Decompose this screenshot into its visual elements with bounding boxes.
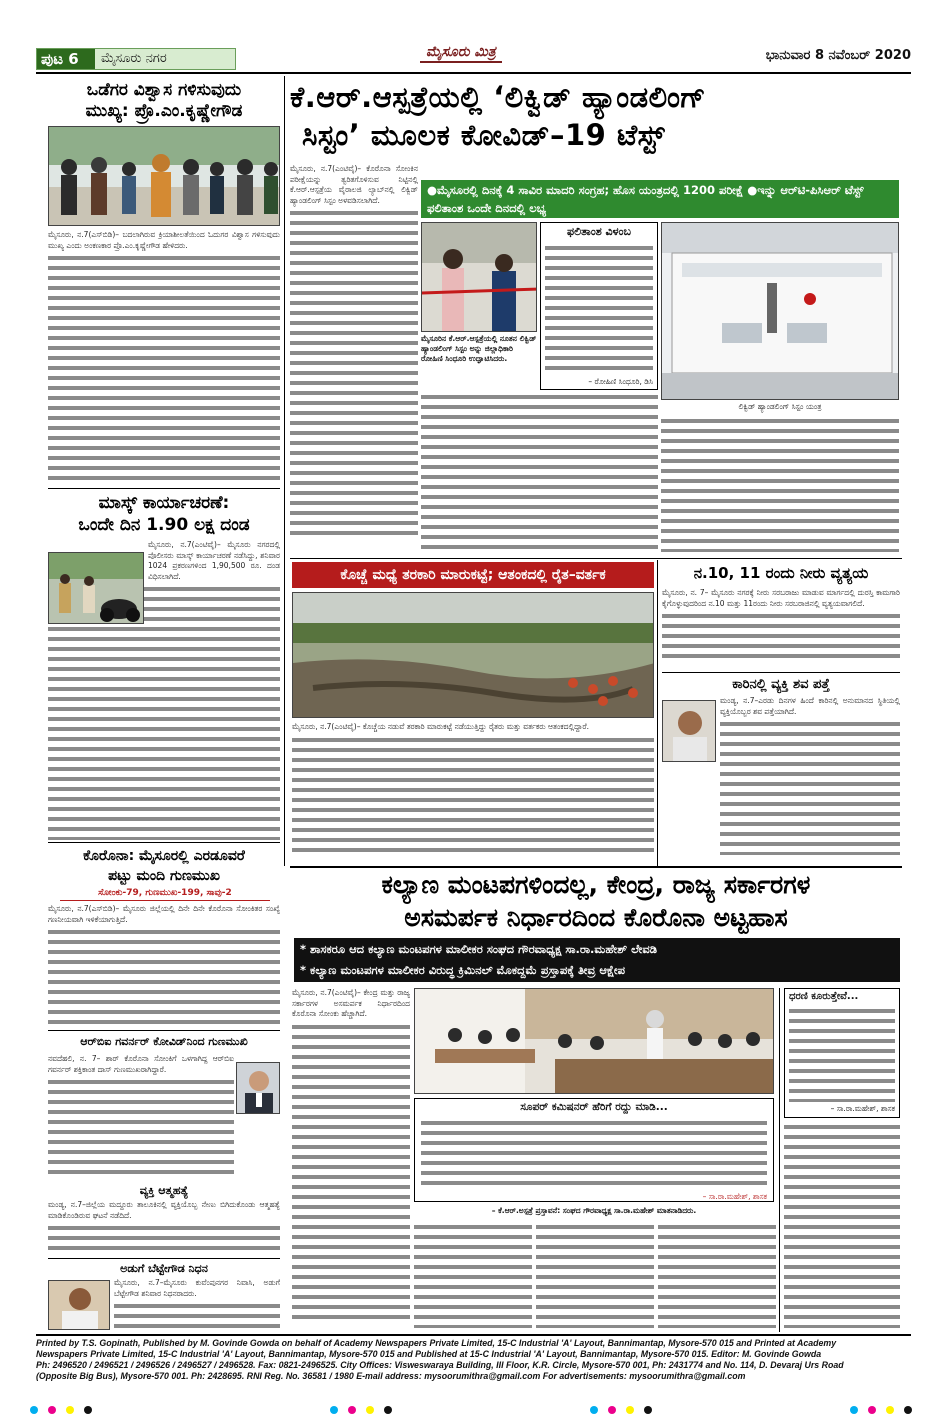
story3-headline <box>48 846 280 886</box>
story6-dateline: ಮೈಸೂರು, ನ.7–ಮೈಸೂರು ಕುವೆಂಪುನಗರ ನಿವಾಸಿ, ಅಡುಗೆ ಬೆಟ್ಟೇಗೌಡ ಶನಿವಾರ ನಿಧನರಾದರು. <box>114 1278 280 1298</box>
box-title: ಫಲಿತಾಂಶ ವಿಳಂಬ <box>567 225 631 238</box>
divider <box>48 1030 280 1031</box>
registration-dot <box>886 1406 894 1414</box>
story5-body <box>48 1200 280 1256</box>
story6-body-text <box>114 1301 280 1331</box>
imprint-footer <box>36 1338 911 1382</box>
kalyana-bullet1: * ಶಾಸಕರೂ ಆದ ಕಲ್ಯಾಣ ಮಂಟಪಗಳ ಮಾಲೀಕರ ಸಂಘದ ಗೌರವಾಧ್ಯಕ್ಷ ಸಾ.ರಾ.ಮಹೇಶ್ ಲೇವಡಿ <box>300 942 657 956</box>
footer-line1: Printed by T.S. Gopinath, Published by M. Govinde Gowda on behalf of Academy Newspapers Private Limited, 15-C Industrial 'A' Layout, Bannimantap, Mysore-570 015 and Printed at Academy <box>36 1338 837 1348</box>
lead-photo-machine <box>661 222 899 400</box>
body-found-headline: ಕಾರಿನಲ್ಲಿ ವ್ಯಕ್ತಿ ಶವ ಪತ್ತೆ <box>732 677 830 692</box>
story4-body-text <box>48 1077 234 1177</box>
portrait-image <box>663 701 716 762</box>
story3-headline-line2: ಪಟ್ಟು ಮಂದಿ ಗುಣಮುಖ <box>108 868 220 884</box>
divider <box>290 558 902 559</box>
kalyana-photo-caption: – ಕೆ.ಆರ್.ಅಸ್ಪತ್ರೆ ಪ್ರಸ್ತಾವನೆ: ಸಂಘದ ಗೌರವಾಧ್ಯಕ್ಷ ಸಾ.ರಾ.ಮಹೇಶ್ ಮಾತನಾಡಿದರು. <box>491 1206 697 1215</box>
story2-dateline: ಮೈಸೂರು, ನ.7(ಎಂಟಿವೈ)– ಮೈಸೂರು ನಗರದಲ್ಲಿ ಪೊಲೀಸರು ಮಾಸ್ಕ್ ಕಾರ್ಯಾಚರಣೆ ನಡೆಸಿದ್ದು, ಶನಿವಾರ 1024 ಪ್ರಕರಣಗಳಿಂದ 1,90,500 ರೂ. ದಂಡ ವಿಧಿಸಲಾಗಿದೆ. <box>148 540 280 581</box>
lead-body-text <box>661 416 899 552</box>
kalyana-body-col3 <box>536 1222 654 1332</box>
portrait-image <box>237 1063 280 1114</box>
registration-dot <box>48 1406 56 1414</box>
registration-dot <box>30 1406 38 1414</box>
story3-body <box>48 904 280 1028</box>
lead-subhead: ●ಮೈಸೂರಲ್ಲಿ ದಿನಕ್ಕೆ 4 ಸಾವಿರ ಮಾದರಿ ಸಂಗ್ರಹ; ಹೊಸ ಯಂತ್ರದಲ್ಲಿ 1200 ಪರೀಕ್ಷೆ ●ಇನ್ನು ಆರ್‌ಟಿ-ಪಿಸಿಆರ್ ಟೆಸ್ಟ್ ಫಲಿತಾಂಶ ಒಂದೇ ದಿನದಲ್ಲಿ ಲಭ್ಯ <box>421 180 899 218</box>
water-body-text <box>662 611 900 661</box>
kalyana-body-text <box>292 1022 410 1322</box>
obituary-photo <box>48 1280 110 1330</box>
footer-line4: (Opposite Big Bus), Mysore-570 001. Ph: 2428695. RNI Reg. No. 36581 / 1980 E-mail address: mysoorumithra@gmail.com For advertisements: mysoorumithra@gmail.com <box>36 1371 746 1381</box>
registration-dot <box>644 1406 652 1414</box>
kalyana-bullet2: * ಕಲ್ಯಾಣ ಮಂಟಪಗಳ ಮಾಲೀಕರ ವಿರುದ್ಧ ಕ್ರಿಮಿನಲ್ ಮೊಕದ್ದಮೆ ಪ್ರಸ್ತಾಪಕ್ಕೆ ತೀವ್ರ ಆಕ್ಷೇಪ <box>300 963 626 977</box>
body-found-body <box>720 696 900 862</box>
section-name: ಮೈಸೂರು ನಗರ <box>101 51 167 66</box>
story1-body <box>48 230 280 485</box>
water-body <box>662 588 900 668</box>
story5-headline: ವ್ಯಕ್ತಿ ಆತ್ಮಹತ್ಯೆ <box>139 1184 189 1197</box>
story5-dateline: ಮಂಡ್ಯ, ನ.7–ಜಿಲ್ಲೆಯ ಮದ್ದೂರು ತಾಲೂಕಿನಲ್ಲಿ ವ್ಯಕ್ತಿಯೊಬ್ಬ ನೇಣು ಬಿಗಿದುಕೊಂಡು ಆತ್ಮಹತ್ಯೆ ಮಾಡಿಕೊಂಡಿರುವ ಘಟನೆ ನಡೆದಿದೆ. <box>48 1200 280 1220</box>
registration-dot <box>904 1406 912 1414</box>
registration-dot <box>84 1406 92 1414</box>
lab-machine-image <box>662 223 899 400</box>
story1-headline <box>48 80 280 122</box>
portrait-image <box>49 1281 110 1330</box>
result-delay-box <box>540 222 658 390</box>
press-meet-image <box>415 989 774 1094</box>
water-headline: ನ.10, 11 ರಂದು ನೀರು ವ್ಯತ್ಯಯ <box>693 564 869 582</box>
story2-headline <box>48 492 280 536</box>
lead-photo2-caption: ಲಿಕ್ವಿಡ್ ಹ್ಯಾಂಡಲಿಂಗ್ ಸಿಸ್ಟಂ ಯಂತ್ರ <box>738 402 822 411</box>
lead-body-col3 <box>661 416 899 556</box>
kalyana-body-text <box>784 1122 900 1328</box>
quote-body-text <box>789 1006 895 1102</box>
story6-body <box>114 1278 280 1332</box>
registration-dot <box>66 1406 74 1414</box>
story2-headline-line1: ಮಾಸ್ಕ್ ಕಾರ್ಯಾಚರಣೆ: <box>98 493 230 513</box>
lead-body-col1 <box>290 164 418 554</box>
kalyana-dateline: ಮೈಸೂರು, ನ.7(ಎಂಟಿವೈ)– ಕೇಂದ್ರ ಮತ್ತು ರಾಜ್ಯ ಸರ್ಕಾರಗಳ ಅಸಮರ್ಪಕ ನಿರ್ಧಾರದಿಂದ ಕೊರೊನಾ ಸೋಂಕು ಹೆಚ್ಚಾಗಿದೆ. <box>292 988 410 1018</box>
registration-dot <box>850 1406 858 1414</box>
market-headline: ಕೊಚ್ಚೆ ಮಧ್ಯೆ ತರಕಾರಿ ಮಾರುಕಟ್ಟೆ; ಆತಂಕದಲ್ಲಿ ರೈತ–ವರ್ತಕ <box>292 562 654 588</box>
story1-headline-line2: ಮುಖ್ಯ: ಪ್ರೊ.ಎಂ.ಕೃಷ್ಣೇಗೌಡ <box>85 101 243 121</box>
kalyana-body-col2 <box>414 1222 532 1332</box>
kalyana-body-text <box>414 1222 532 1328</box>
lead-headline <box>290 78 900 154</box>
lead-body-text <box>421 392 658 552</box>
story3-stats: ಸೋಂಕು-79, ಗುಣಮುಖ-199, ಸಾವು-2 <box>60 888 270 901</box>
inset-credit: – ಸಾ.ರಾ.ಮಹೇಶ್, ಶಾಸಕ <box>702 1192 767 1201</box>
story3-headline-line1: ಕೊರೊನಾ: ಮೈಸೂರಲ್ಲಿ ಎರಡೂವರೆ <box>83 848 245 864</box>
story4-dateline: ನವದೆಹಲಿ, ನ. 7– ಶಾರ್ ಕೊರೊನಾ ಸೋಂಕಿಗೆ ಒಳಗಾಗಿದ್ದ ಆರ್‌ಬಿಐ ಗವರ್ನರ್ ಶಕ್ತಿಕಾಂತ ದಾಸ್ ಗುಣಮುಖರಾಗಿದ್ದಾರೆ. <box>48 1054 234 1074</box>
super-commissioner-inset <box>414 1098 774 1202</box>
footer-line3: Ph: 2496520 / 2496521 / 2496526 / 2496527 / 2496528. Fax: 0821-2496525. City Offices: Visweswaraya Building, III Floor, K.R. Circle, Mysore-570 001, Ph: 2431774 and No. 114, D. Devaraj Urs Road <box>36 1360 844 1370</box>
story5-body-text <box>48 1223 280 1256</box>
page-tag <box>36 48 236 70</box>
victim-photo <box>662 700 716 762</box>
registration-dot <box>590 1406 598 1414</box>
story4-headline: ಆರ್‌ಬಿಐ ಗವರ್ನರ್ ಕೋವಿಡ್‌ನಿಂದ ಗುಣಮುಖಿ <box>80 1035 248 1048</box>
paper-name: ಮೈಸೂರು ಮಿತ್ರ <box>426 44 496 60</box>
muddy-market-image <box>293 593 654 718</box>
story1-photo <box>48 126 280 226</box>
inset-title: ಸೂಪರ್ ಕಮಿಷನರ್ ಹೆರಿಗೆ ರದ್ದು ಮಾಡಿ... <box>520 1101 668 1113</box>
box-body-text <box>545 243 653 375</box>
story2-photo <box>48 552 144 624</box>
lead-headline-line2: ಸಿಸ್ಟಂ’ ಮೂಲಕ ಕೋವಿಡ್–19 ಟೆಸ್ಟ್ <box>302 118 665 152</box>
kalyana-body-text <box>658 1222 776 1328</box>
kalyana-headline-line2: ಅಸಮರ್ಪಕ ನಿರ್ಧಾರದಿಂದ ಕೊರೊನಾ ಅಟ್ಟಹಾಸ <box>404 903 788 932</box>
quote-credit: – ಸಾ.ರಾ.ಮಹೇಶ್, ಶಾಸಕ <box>830 1104 895 1113</box>
page-number: ಪುಟ 6 <box>37 49 95 69</box>
market-body-text <box>292 735 654 853</box>
lead-dateline: ಮೈಸೂರು, ನ.7(ಎಂಟಿವೈ)– ಕೊರೊನಾ ಸೋಂಕಿನ ಪರೀಕ್ಷೆಯನ್ನು ತ್ವರಿತಗೊಳಿಸುವ ನಿಟ್ಟಿನಲ್ಲಿ ಕೆ.ಆರ್.ಆಸ್ಪತ್ರೆಯ ವೈರಾಲಜಿ ಲ್ಯಾಬ್‌ನಲ್ಲಿ ಲಿಕ್ವಿಡ್ ಹ್ಯಾಂಡಲಿಂಗ್ ಸಿಸ್ಟಂ ಅಳವಡಿಸಲಾಗಿದೆ. <box>290 164 418 205</box>
kalyana-body-col4 <box>658 1222 776 1332</box>
registration-dot <box>330 1406 338 1414</box>
water-dateline: ಮೈಸೂರು, ನ. 7– ಮೈಸೂರು ನಗರಕ್ಕೆ ನೀರು ಸರಬರಾಜು ಮಾಡುವ ಮಾರ್ಗದಲ್ಲಿ ದುರಸ್ತಿ ಕಾಮಗಾರಿ ಕೈಗೊಳ್ಳುವುದರಿಂದ ನ.10 ಮತ್ತು 11ರಂದು ನೀರು ಸರಬರಾಜಿನಲ್ಲಿ ವ್ಯತ್ಯಯವಾಗಲಿದೆ. <box>662 588 900 608</box>
rbi-governor-photo <box>236 1062 280 1114</box>
dharani-quote-box <box>784 988 900 1118</box>
issue-date: ಭಾನುವಾರ 8 ನವೆಂಬರ್ 2020 <box>765 48 911 63</box>
registration-dot <box>384 1406 392 1414</box>
story3-dateline: ಮೈಸೂರು, ನ.7(ಎಸ್‌ಬಿಡಿ)– ಮೈಸೂರು ಜಿಲ್ಲೆಯಲ್ಲಿ ದಿನೇ ದಿನೇ ಕೊರೊನಾ ಸೋಂಕಿತರ ಸಂಖ್ಯೆ ಗಣನೀಯವಾಗಿ ಇಳಿಕೆಯಾಗುತ್ತಿದೆ. <box>48 904 280 924</box>
divider <box>662 672 900 673</box>
kalyana-headline <box>290 868 902 934</box>
divider <box>48 1258 280 1259</box>
registration-dot <box>608 1406 616 1414</box>
body-found-dateline: ಮಂಡ್ಯ, ನ.7–ಎರಡು ದಿನಗಳ ಹಿಂದೆ ಕಾರಿನಲ್ಲಿ ಅನುಮಾನದ ಸ್ಥಿತಿಯಲ್ಲಿ ವ್ಯಕ್ತಿಯೊಬ್ಬರ ಶವ ಪತ್ತೆಯಾಗಿದೆ. <box>720 696 900 716</box>
kalyana-body-col1 <box>292 988 410 1330</box>
footer-line2: Newspapers Private Limited, 15-C Industrial 'A' Layout, Bannimantap, Mysore-570 015 and Published at 15-C Industrial 'A' Layout, Bannimantap, Mysore-570 015. Editor: M. Govinde Gowda <box>36 1349 822 1359</box>
story2-headline-line2: ಒಂದೇ ದಿನ 1.90 ಲಕ್ಷ ದಂಡ <box>78 515 250 535</box>
top-rule <box>36 72 911 74</box>
kalyana-bullets <box>294 938 900 982</box>
police-check-image <box>49 553 144 624</box>
group-photo-image <box>49 127 280 226</box>
market-photo <box>292 592 654 718</box>
kalyana-headline-line1: ಕಲ್ಯಾಣ ಮಂಟಪಗಳಿಂದಲ್ಲ, ಕೇಂದ್ರ, ರಾಜ್ಯ ಸರ್ಕಾರಗಳ <box>381 870 811 899</box>
registration-dot <box>366 1406 374 1414</box>
story1-headline-line1: ಒಡೆಗರ ವಿಶ್ವಾಸ ಗಳಿಸುವುದು <box>86 80 242 100</box>
lead-photo-inauguration <box>421 222 537 332</box>
market-dateline: ಮೈಸೂರು, ನ.7(ಎಂಟಿವೈ)– ಕೊಚ್ಚೆಯ ನಡುವೆ ತರಕಾರಿ ಮಾರುಕಟ್ಟೆ ನಡೆಯುತ್ತಿದ್ದು ರೈತರು ಮತ್ತು ವರ್ತಕರು ಆತಂಕದಲ್ಲಿದ್ದಾರೆ. <box>292 722 590 731</box>
quote-title: ಧರಣಿ ಕೂರುತ್ತೇವೆ... <box>789 991 859 1002</box>
body-found-body-text <box>720 719 900 855</box>
print-color-registration-bar <box>30 1406 915 1414</box>
registration-dot <box>348 1406 356 1414</box>
lead-photo1-caption: ಮೈಸೂರಿನ ಕೆ.ಆರ್.ಆಸ್ಪತ್ರೆಯಲ್ಲಿ ನೂತನ ಲಿಕ್ವಿಡ್ ಹ್ಯಾಂಡಲಿಂಗ್ ಸಿಸ್ಟಂ ಅನ್ನು ಜಿಲ್ಲಾಧಿಕಾರಿ ರೋಹಿಣಿ ಸಿಂಧೂರಿ ಉದ್ಘಾಟಿಸಿದರು. <box>421 334 537 363</box>
kalyana-body-text <box>536 1222 654 1328</box>
ribbon-cutting-image <box>422 223 537 332</box>
story4-body <box>48 1054 234 1180</box>
lead-body-text <box>290 208 418 538</box>
story1-body-text <box>48 253 280 483</box>
column-divider <box>779 988 780 1332</box>
column-divider <box>284 76 285 866</box>
story6-headline: ಅಡುಗೆ ಬೆಟ್ಟೇಗೌಡ ನಿಧನ <box>120 1262 208 1275</box>
registration-dot <box>626 1406 634 1414</box>
inset-body-text <box>421 1118 767 1190</box>
footer-rule <box>36 1334 911 1336</box>
lead-body-col2 <box>421 392 658 556</box>
story3-body-text <box>48 927 280 1027</box>
kalyana-body-col5 <box>784 1122 900 1332</box>
divider <box>48 842 280 843</box>
kalyana-photo <box>414 988 774 1094</box>
registration-dot <box>868 1406 876 1414</box>
box-credit: – ರೋಹಿಣಿ ಸಿಂಧೂರಿ, ಡಿಸಿ <box>588 377 653 386</box>
divider <box>48 488 280 489</box>
market-body <box>292 722 654 862</box>
column-divider <box>657 560 658 866</box>
story1-dateline: ಮೈಸೂರು, ನ.7(ಎಸ್‌ಬಿಡಿ)– ಬದಲಾಗಿರುವ ಕ್ರಿಯಾಶೀಲತೆಯಿಂದ ಓದುಗರ ವಿಶ್ವಾಸ ಗಳಿಸುವುದು ಮುಖ್ಯ ಎಂದು ಅಂಕಣಕಾರ ಪ್ರೊ.ಎಂ.ಕೃಷ್ಣೇಗೌಡ ಹೇಳಿದರು. <box>48 230 280 250</box>
lead-headline-line1: ಕೆ.ಆರ್.ಆಸ್ಪತ್ರೆಯಲ್ಲಿ ‘ಲಿಕ್ವಿಡ್ ಹ್ಯಾಂಡಲಿಂಗ್ <box>290 80 706 114</box>
